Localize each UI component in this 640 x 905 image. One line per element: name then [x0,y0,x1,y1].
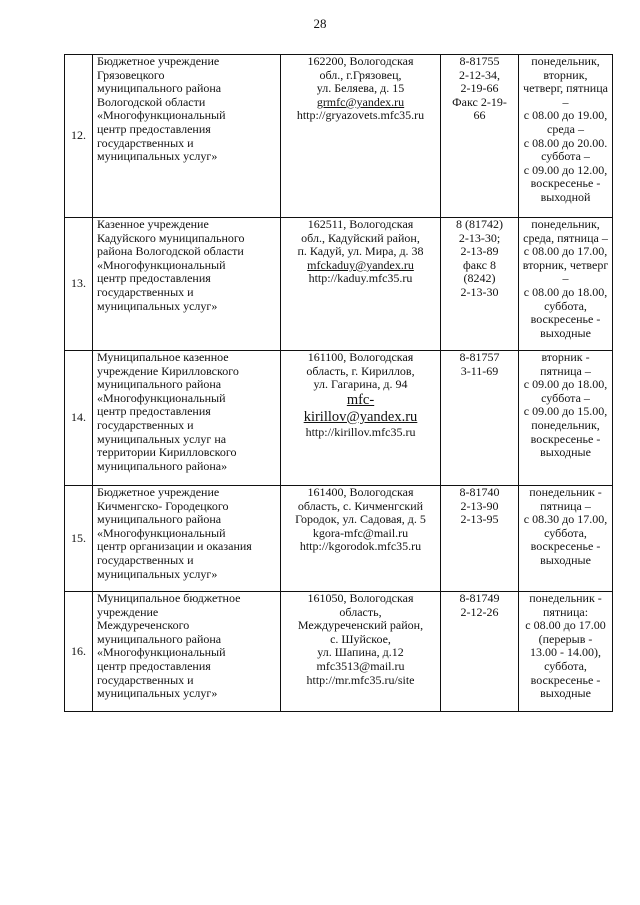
institution-name [93,351,281,486]
phone-line: 8 (81742) [456,217,503,231]
hours-line: с 09.00 до 15.00, [523,404,608,419]
name-line: «Многофункциональный [97,257,226,272]
working-hours-cell [519,486,613,592]
email-link[interactable]: kgora-mfc@mail.ru [312,525,409,540]
working-hours-cell [519,351,613,486]
name-line: муниципального района [97,631,222,646]
email-link[interactable]: grmfc@yandex.ru [316,94,405,109]
mfc-registry-table [64,54,613,712]
name-line: Междуреченского [97,618,190,633]
name-line: учреждение [97,604,159,619]
hours-line: суббота, [544,298,587,313]
working-hours-cell [519,218,613,351]
name-line: учреждение Кирилловского [97,363,239,378]
name-line: центр предоставления [97,271,211,286]
address-line: 161050, Вологодская [307,591,414,605]
row-number: 12. [65,55,93,218]
address-cell [281,218,441,351]
address-line: область, с. Кичменгский [297,498,424,513]
address-line: ул. Шапина, д.12 [317,645,404,660]
email-link[interactable]: mfc3513@mail.ru [316,658,405,673]
hours-line: понедельник - [529,485,602,499]
name-line: Кадуйского муниципального [97,230,245,245]
hours-line: выходные [540,445,591,460]
phone-line: 8-81755 [459,54,500,68]
address-line: обл., г.Грязовец, [319,67,402,82]
name-line: центр предоставления [97,121,211,136]
website-link[interactable]: http://gryazovets.mfc35.ru [296,108,425,123]
name-line: Бюджетное учреждение [97,54,220,68]
page-number: 28 [313,16,327,31]
hours-line: с 08.00 до 17.00, [523,244,608,259]
website-link[interactable]: http://kirillov.mfc35.ru [305,424,416,439]
row-number: 13. [65,218,93,351]
address-line: Городок, ул. Садовая, д. 5 [295,512,426,527]
hours-line: пятница: [542,604,589,619]
website-link[interactable]: http://kaduy.mfc35.ru [308,271,413,286]
hours-line: суббота, [544,525,587,540]
hours-line: вторник - [541,350,590,364]
address-cell [281,592,441,712]
institution-name [93,592,281,712]
hours-line: понедельник - [529,591,602,605]
name-line: муниципальных услуг» [97,566,218,581]
phone-line: 3-11-69 [460,363,499,378]
hours-line: среда, пятница – [523,230,608,245]
website-link[interactable]: http://mr.mfc35.ru/site [306,672,415,687]
name-line: «Многофункциональный [97,525,226,540]
hours-line: выходной [540,189,591,204]
address-line: Междуреченский район, [297,618,424,633]
address-line: ул. Гагарина, д. 94 [313,377,408,392]
name-line: муниципального района [97,81,222,96]
hours-line: суббота – [541,149,590,164]
email-link-part[interactable]: mfc- [346,391,375,408]
name-line: государственных и [97,135,194,150]
name-line: муниципальных услуг» [97,686,218,701]
phone-cell [441,218,519,351]
hours-line: – [562,271,569,286]
address-cell [281,351,441,486]
hours-line: понедельник, [531,54,600,68]
email-link[interactable]: kirillov@yandex.ru [303,408,418,425]
table-row [65,218,613,351]
address-line: область, [339,604,382,619]
name-line: государственных и [97,417,194,432]
address-line: 161100, Вологодская [307,350,414,364]
phone-line: 2-12-34, [459,67,500,82]
hours-line: среда – [547,121,584,136]
address-line: 161400, Вологодская [307,485,414,499]
hours-line: понедельник, [531,217,600,231]
phone-line: 2-13-90 [460,498,499,513]
phone-line: 2-19-66 [460,81,499,96]
name-line: муниципальных услуг на [97,431,227,446]
name-line: государственных и [97,552,194,567]
phone-line: (8242) [463,271,496,286]
hours-line: вторник, четверг [522,257,609,272]
address-cell [281,55,441,218]
phone-line: 8-81749 [459,591,500,605]
address-line: область, г. Кириллов, [306,363,415,378]
name-line: «Многофункциональный [97,390,226,405]
name-line: Муниципальное казенное [97,350,229,364]
hours-line: с 09.00 до 18.00, [523,377,608,392]
institution-name [93,486,281,592]
name-line: центр организации и оказания [97,539,252,554]
name-line: Муниципальное бюджетное [97,591,241,605]
row-number: 15. [65,486,93,592]
phone-line: 2-12-26 [460,604,499,619]
row-number: 14. [65,351,93,486]
name-line: центр предоставления [97,404,211,419]
hours-line: с 08.30 до 17.00, [523,512,608,527]
hours-line: (перерыв - [538,631,593,646]
hours-line: выходные [540,552,591,567]
name-line: муниципального района» [97,458,228,473]
phone-cell [441,592,519,712]
phone-line: 2-13-95 [460,512,499,527]
institution-name [93,55,281,218]
institution-name [93,218,281,351]
address-line: 162200, Вологодская [307,54,414,68]
name-line: района Вологодской области [97,244,244,259]
hours-line: воскресенье - [530,672,601,687]
name-line: муниципального района [97,377,222,392]
phone-cell [441,486,519,592]
address-cell [281,486,441,592]
table-row [65,351,613,486]
address-line: обл., Кадуйский район, [301,230,420,245]
address-line: п. Кадуй, ул. Мира, д. 38 [297,244,424,259]
hours-line: пятница – [540,363,591,378]
hours-line: воскресенье - [530,431,601,446]
table-row [65,55,613,218]
name-line: муниципальных услуг» [97,298,218,313]
hours-line: воскресенье - [530,312,601,327]
name-line: центр предоставления [97,658,211,673]
hours-line: с 08.00 до 17.00 [525,618,606,633]
table-row [65,486,613,592]
hours-line: – [562,94,569,109]
name-line: Кичменгско- Городецкого [97,498,229,513]
hours-line: выходные [540,686,591,701]
hours-line: суббота – [541,390,590,405]
name-line: государственных и [97,284,194,299]
phone-line: Факс 2-19- [452,94,507,109]
phone-line: 2-13-89 [460,244,499,259]
hours-line: с 09.00 до 12.00, [523,162,608,177]
name-line: муниципального района [97,512,222,527]
name-line: муниципальных услуг» [97,149,218,164]
email-link[interactable]: mfckaduy@yandex.ru [307,257,414,272]
phone-line: факс 8 [463,257,496,272]
name-line: государственных и [97,672,194,687]
address-line: 162511, Вологодская [307,217,414,231]
hours-line: воскресенье - [530,176,601,191]
phone-line: 8-81757 [459,350,500,364]
name-line: «Многофункциональный [97,645,226,660]
row-number: 16. [65,592,93,712]
phone-line: 66 [473,108,486,123]
phone-line: 8-81740 [459,485,500,499]
hours-line: четверг, пятница [523,81,608,96]
name-line: Бюджетное учреждение [97,485,220,499]
hours-line: воскресенье - [530,539,601,554]
hours-line: пятница – [540,498,591,513]
hours-line: с 08.00 до 18.00, [523,284,608,299]
hours-line: понедельник, [531,417,600,432]
phone-line: 2-13-30 [460,284,499,299]
name-line: территории Кирилловского [97,445,237,460]
hours-line: выходные [540,325,591,340]
phone-cell [441,351,519,486]
hours-line: суббота, [544,658,587,673]
phone-cell [441,55,519,218]
website-link[interactable]: http://kgorodok.mfc35.ru [299,539,422,554]
table-row [65,592,613,712]
phone-line: 2-13-30; [458,230,501,245]
name-line: Грязовецкого [97,67,165,82]
hours-line: 13.00 - 14.00), [530,645,601,660]
address-line: ул. Беляева, д. 15 [316,81,405,96]
hours-line: с 08.00 до 19.00, [523,108,608,123]
working-hours-cell [519,592,613,712]
hours-line: вторник, [543,67,588,82]
hours-line: с 08.00 до 20.00. [523,135,608,150]
address-line: с. Шуйское, [330,631,391,646]
working-hours-cell [519,55,613,218]
name-line: Казенное учреждение [97,217,209,231]
name-line: «Многофункциональный [97,108,226,123]
name-line: Вологодской области [97,94,206,109]
